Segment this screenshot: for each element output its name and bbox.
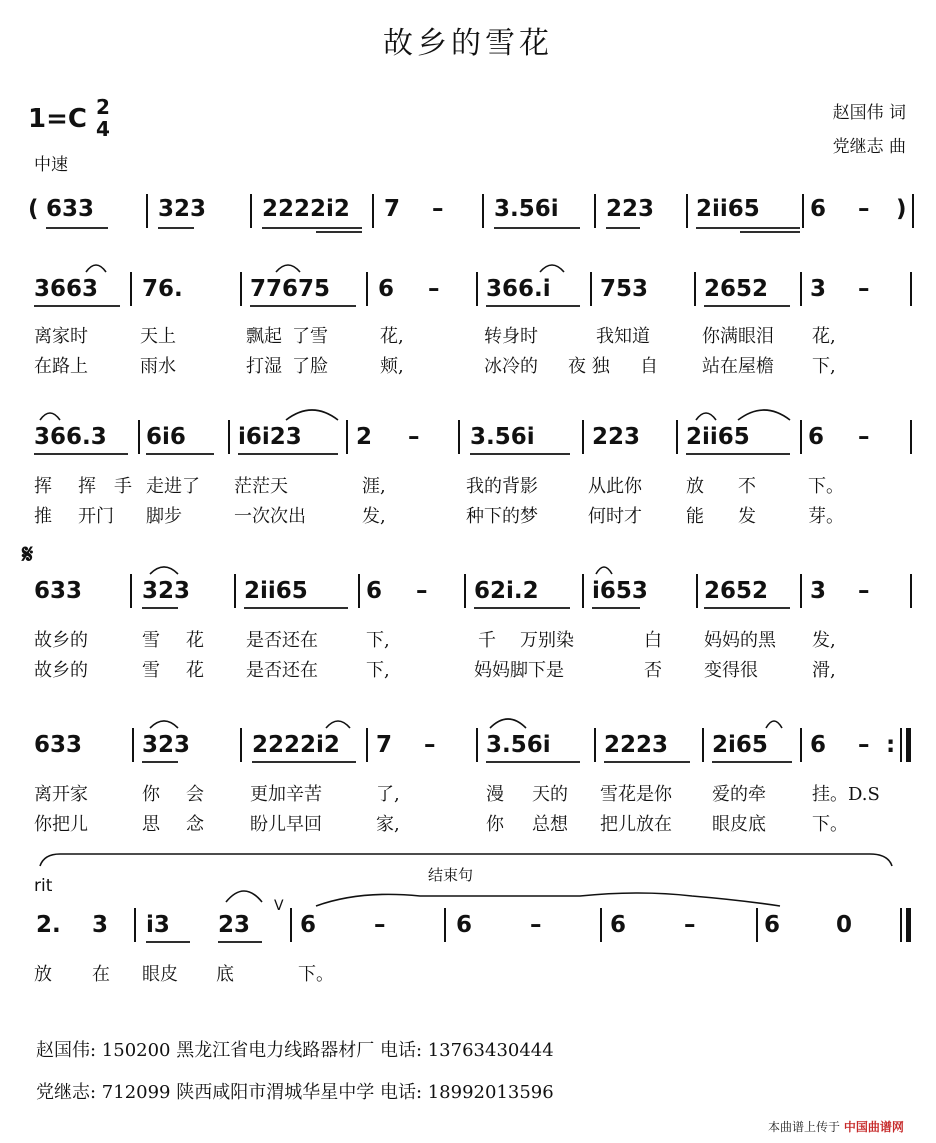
lyric: 雪花是你 xyxy=(600,784,672,805)
note-group: 2652 xyxy=(704,276,769,302)
lyric: 滑, xyxy=(812,660,836,681)
watermark xyxy=(768,1118,904,1135)
note-group: 2222i2 xyxy=(252,732,340,758)
note-group: 6 xyxy=(378,276,395,302)
note-group: – xyxy=(858,276,870,302)
lyric: 离开家 xyxy=(34,784,88,805)
lyric: 千 xyxy=(478,630,496,651)
note-group: 6i6 xyxy=(146,424,186,450)
lyric: 何时才 xyxy=(588,506,642,527)
note-group: – xyxy=(424,732,436,758)
note-group: 3 xyxy=(810,578,827,604)
note-group: 7 xyxy=(384,196,401,222)
watermark-prefix: 本曲谱上传于 xyxy=(768,1120,841,1134)
lyric: 下, xyxy=(812,356,836,377)
note-group: 0 xyxy=(836,912,853,938)
lyric: 眼皮底 xyxy=(712,814,766,835)
note-group: 2ii65 xyxy=(696,196,760,222)
lyric: 涯, xyxy=(362,476,386,497)
note-group: 6 xyxy=(764,912,781,938)
lyric: 脚步 xyxy=(146,506,182,527)
lyric: 家, xyxy=(376,814,400,835)
note-group: ) xyxy=(896,196,907,222)
lyric: 天上 xyxy=(140,326,176,347)
note-group: – xyxy=(408,424,420,450)
lyric: 你把儿 xyxy=(34,814,88,835)
time-sig-bottom: 4 xyxy=(96,117,110,141)
note-group: 23 xyxy=(218,912,251,938)
lyric: 夜 独 xyxy=(568,356,610,377)
lyric: 盼儿早回 xyxy=(250,814,322,835)
note-group: 3663 xyxy=(34,276,99,302)
note-group: 323 xyxy=(158,196,207,222)
lyric: 花 xyxy=(186,660,204,681)
note-group: 633 xyxy=(46,196,95,222)
breath-mark: V xyxy=(274,898,284,914)
time-sig-top: 2 xyxy=(96,95,110,119)
ritardando-marking: rit xyxy=(34,876,53,896)
note-group: 7 xyxy=(376,732,393,758)
note-group: 3.56i xyxy=(470,424,535,450)
lyric: 花, xyxy=(812,326,836,347)
note-group: 2ii65 xyxy=(686,424,750,450)
lyric: 花 xyxy=(186,630,204,651)
lyric: 挥 xyxy=(78,476,96,497)
lyric: 花, xyxy=(380,326,404,347)
note-group: – xyxy=(684,912,696,938)
lyric: 底 xyxy=(216,964,234,985)
lyric: 手 xyxy=(114,476,132,497)
note-group: 6 xyxy=(300,912,317,938)
lyric: 了雪 xyxy=(292,326,328,347)
lyric: 站在屋檐 xyxy=(702,356,774,377)
lyric: 离家时 xyxy=(34,326,88,347)
lyric: 开门 xyxy=(78,506,114,527)
note-group: i6i23 xyxy=(238,424,302,450)
lyric: 把儿放在 xyxy=(600,814,672,835)
lyric: 转身时 xyxy=(484,326,538,347)
note-group: 3.56i xyxy=(486,732,551,758)
note-group: – xyxy=(530,912,542,938)
song-title: 故乡的雪花 xyxy=(383,26,553,61)
note-group: 77675 xyxy=(250,276,331,302)
lyric: 雪 xyxy=(142,660,160,681)
lyric: 我的背影 xyxy=(466,476,538,497)
note-group: 366.3 xyxy=(34,424,107,450)
key-signature: 1=C xyxy=(28,104,87,134)
lyric: 万别染 xyxy=(520,630,574,651)
repeat-dots: : xyxy=(886,732,896,758)
note-group: 6 xyxy=(810,732,827,758)
note-group: 3 xyxy=(92,912,109,938)
note-group: – xyxy=(858,424,870,450)
tempo-marking: 中速 xyxy=(34,155,68,175)
footer-contact-composer: 党继志: 712099 陕西咸阳市渭城华星中学 电话: 18992013596 xyxy=(36,1082,554,1103)
lyric: 总想 xyxy=(532,814,568,835)
note-group: 6 xyxy=(366,578,383,604)
note-group: 2652 xyxy=(704,578,769,604)
lyric: 漫 xyxy=(486,784,504,805)
note-group: 2222i2 xyxy=(262,196,350,222)
note-group: 6 xyxy=(808,424,825,450)
lyric: 发 xyxy=(738,506,756,527)
lyric: 妈妈的黑 xyxy=(704,630,776,651)
note-group: 223 xyxy=(592,424,641,450)
note-group: 3.56i xyxy=(494,196,559,222)
note-group: 76. xyxy=(142,276,183,302)
lyric: 爱的牵 xyxy=(712,784,766,805)
lyric: 你满眼泪 xyxy=(702,326,774,347)
lyric: 否 xyxy=(644,660,662,681)
lyric: 更加辛苦 xyxy=(250,784,322,805)
lyric: 会 xyxy=(186,784,204,805)
note-group: i653 xyxy=(592,578,648,604)
lyric: 发, xyxy=(362,506,386,527)
lyric: 变得很 xyxy=(704,660,758,681)
note-group: 2223 xyxy=(604,732,669,758)
lyric: 雪 xyxy=(142,630,160,651)
lyric: 发, xyxy=(812,630,836,651)
lyric: 白 xyxy=(644,630,662,651)
lyric: 种下的梦 xyxy=(466,506,538,527)
lyric: 下, xyxy=(366,630,390,651)
note-group: 62i.2 xyxy=(474,578,539,604)
lyric: 能 xyxy=(686,506,704,527)
note-group: – xyxy=(416,578,428,604)
lyric: 天的 xyxy=(532,784,568,805)
note-group: 2ii65 xyxy=(244,578,308,604)
composer-credit: 党继志 曲 xyxy=(832,137,906,157)
lyric: 下。 xyxy=(808,476,844,497)
lyric: 放 xyxy=(34,964,52,985)
note-group: – xyxy=(858,196,870,222)
lyric: 一次次出 xyxy=(234,506,306,527)
segno-sign: 𝄋 xyxy=(22,540,34,570)
lyric: 了脸 xyxy=(292,356,328,377)
lyric: 故乡的 xyxy=(34,630,88,651)
lyric: 我知道 xyxy=(596,326,650,347)
lyric: 不 xyxy=(738,476,756,497)
lyric: 飘起 xyxy=(246,326,282,347)
lyric: 了, xyxy=(376,784,400,805)
lyric: 从此你 xyxy=(588,476,642,497)
lyric: 挥 xyxy=(34,476,52,497)
lyric: 打湿 xyxy=(246,356,282,377)
lyric: 自 xyxy=(640,356,658,377)
note-group: ( xyxy=(28,196,39,222)
note-group: 2. xyxy=(36,912,61,938)
lyric: 妈妈脚下是 xyxy=(474,660,564,681)
lyric: 故乡的 xyxy=(34,660,88,681)
lyric: 推 xyxy=(34,506,52,527)
lyric: 你 xyxy=(486,814,504,835)
ending-phrase-label: 结束句 xyxy=(428,866,474,884)
lyric: 挂。D.S xyxy=(812,784,880,805)
lyric: 在路上 xyxy=(34,356,88,377)
note-group: – xyxy=(432,196,444,222)
note-group: 6 xyxy=(810,196,827,222)
note-group: 323 xyxy=(142,732,191,758)
lyric: 下, xyxy=(366,660,390,681)
footer-contact-lyricist: 赵国伟: 150200 黑龙江省电力线路器材厂 电话: 13763430444 xyxy=(36,1040,554,1061)
lyric: 芽。 xyxy=(808,506,844,527)
lyric: 下。 xyxy=(812,814,848,835)
lyric: 是否还在 xyxy=(246,660,318,681)
lyric: 冰冷的 xyxy=(484,356,538,377)
lyric: 雨水 xyxy=(140,356,176,377)
note-group: 223 xyxy=(606,196,655,222)
lyric: 思 xyxy=(142,814,160,835)
note-group: 6 xyxy=(610,912,627,938)
note-group: – xyxy=(428,276,440,302)
lyricist-credit: 赵国伟 词 xyxy=(832,103,906,123)
lyric: 茫茫天 xyxy=(234,476,288,497)
lyric: 是否还在 xyxy=(246,630,318,651)
lyric: 颊, xyxy=(380,356,404,377)
note-group: 6 xyxy=(456,912,473,938)
watermark-site: 中国曲谱网 xyxy=(843,1120,904,1134)
lyric: 你 xyxy=(142,784,160,805)
lyric: 放 xyxy=(686,476,704,497)
note-group: 2i65 xyxy=(712,732,768,758)
note-group: 633 xyxy=(34,578,83,604)
note-group: 2 xyxy=(356,424,373,450)
note-group: – xyxy=(858,578,870,604)
note-group: 633 xyxy=(34,732,83,758)
lyric: 在 xyxy=(92,964,110,985)
note-group: 323 xyxy=(142,578,191,604)
note-group: – xyxy=(374,912,386,938)
note-group: 3 xyxy=(810,276,827,302)
note-group: 753 xyxy=(600,276,649,302)
note-group: – xyxy=(858,732,870,758)
lyric: 念 xyxy=(186,814,204,835)
lyric: 下。 xyxy=(298,964,334,985)
note-group: 366.i xyxy=(486,276,551,302)
lyric: 走进了 xyxy=(146,476,200,497)
lyric: 眼皮 xyxy=(142,964,178,985)
note-group: i3 xyxy=(146,912,170,938)
